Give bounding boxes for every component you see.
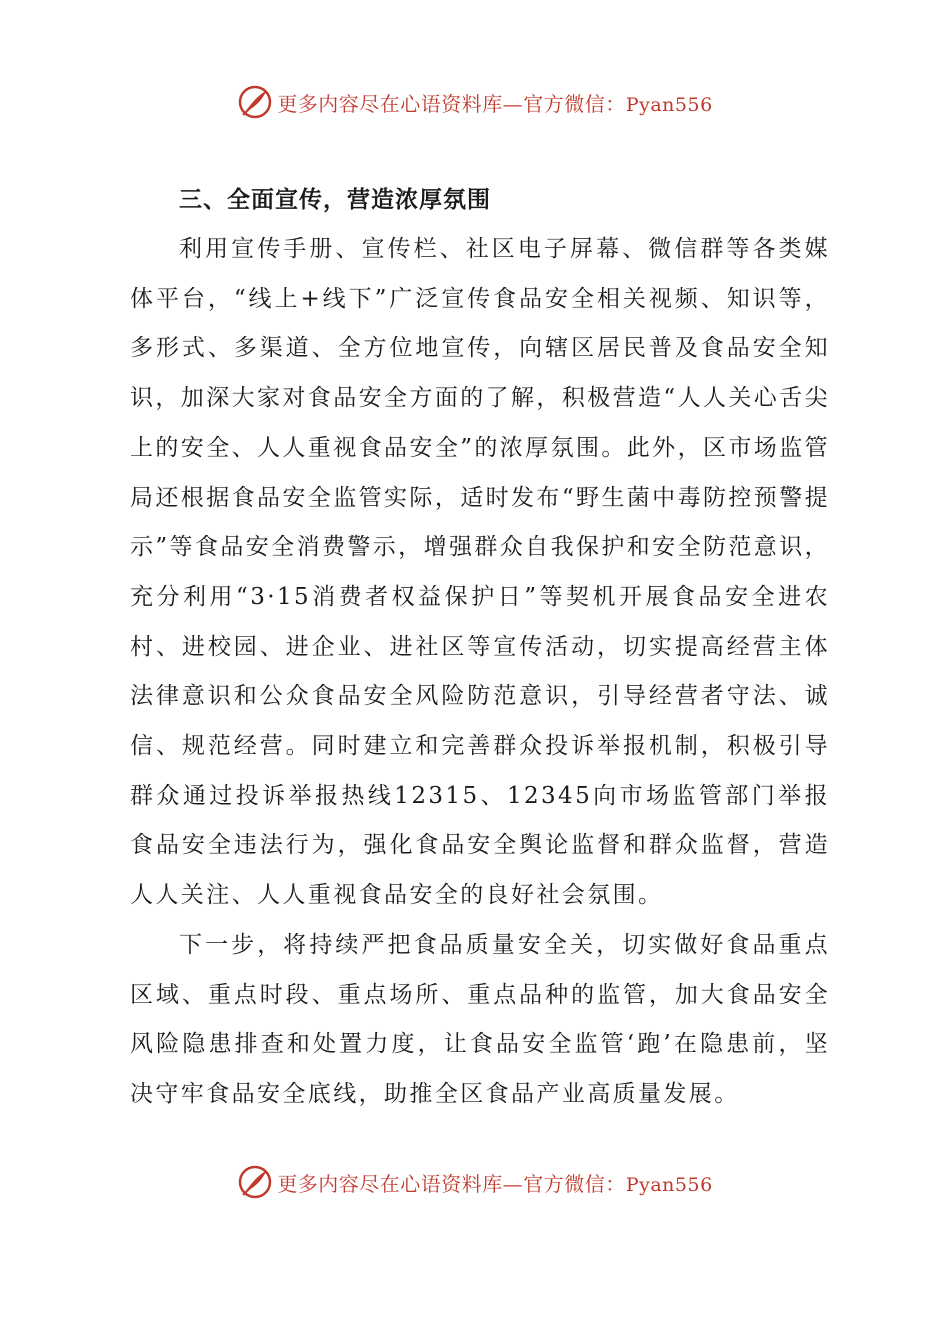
header-banner <box>0 82 950 122</box>
quill-logo-icon <box>237 1164 273 1200</box>
article-body <box>130 178 830 1120</box>
wechat-id: Pyan556 <box>625 1173 713 1196</box>
banner-text <box>277 1168 712 1197</box>
banner-label: 更多内容尽在心语资料库—官方微信： <box>277 1171 626 1196</box>
quill-logo-icon <box>237 84 273 120</box>
banner-label: 更多内容尽在心语资料库—官方微信： <box>277 91 626 116</box>
banner-text <box>277 88 712 117</box>
paragraph-1: 利用宣传手册、宣传栏、社区电子屏幕、微信群等各类媒体平台，“线上+线下”广泛宣传食品安全相关视频、知识等，多形式、多渠道、全方位地宣传，向辖区居民普及食品安全知识，加深大家对食品安全方面的了解，积极营造“人人关心舌尖上的安全、人人重视食品安全”的浓厚氛围。此外，区市场监管局还根据食品安全监管实际，适时发布“野生菌中毒防控预警提示”等食品安全消费警示，增强群众自我保护和安全防范意识，充分利用“3·15消费者权益保护日”等契机开展食品安全进农村、进校园、进企业、进社区等宣传活动，切实提高经营主体法律意识和公众食品安全风险防范意识，引导经营者守法、诚信、规范经营。同时建立和完善群众投诉举报机制，积极引导群众通过投诉举报热线12315、12345向市场监管部门举报食品安全违法行为，强化食品安全舆论监督和群众监督，营造人人关注、人人重视食品安全的良好社会氛围。 <box>130 236 830 909</box>
section-heading: 三、全面宣传，营造浓厚氛围 <box>179 187 491 213</box>
wechat-id: Pyan556 <box>625 93 713 116</box>
paragraph-2: 下一步，将持续严把食品质量安全关，切实做好食品重点区域、重点时段、重点场所、重点品种的监管，加大食品安全风险隐患排查和处置力度，让食品安全监管‘跑’在隐患前，坚决守牢食品安全底线，助推全区食品产业高质量发展。 <box>130 931 830 1107</box>
footer-banner <box>0 1162 950 1202</box>
